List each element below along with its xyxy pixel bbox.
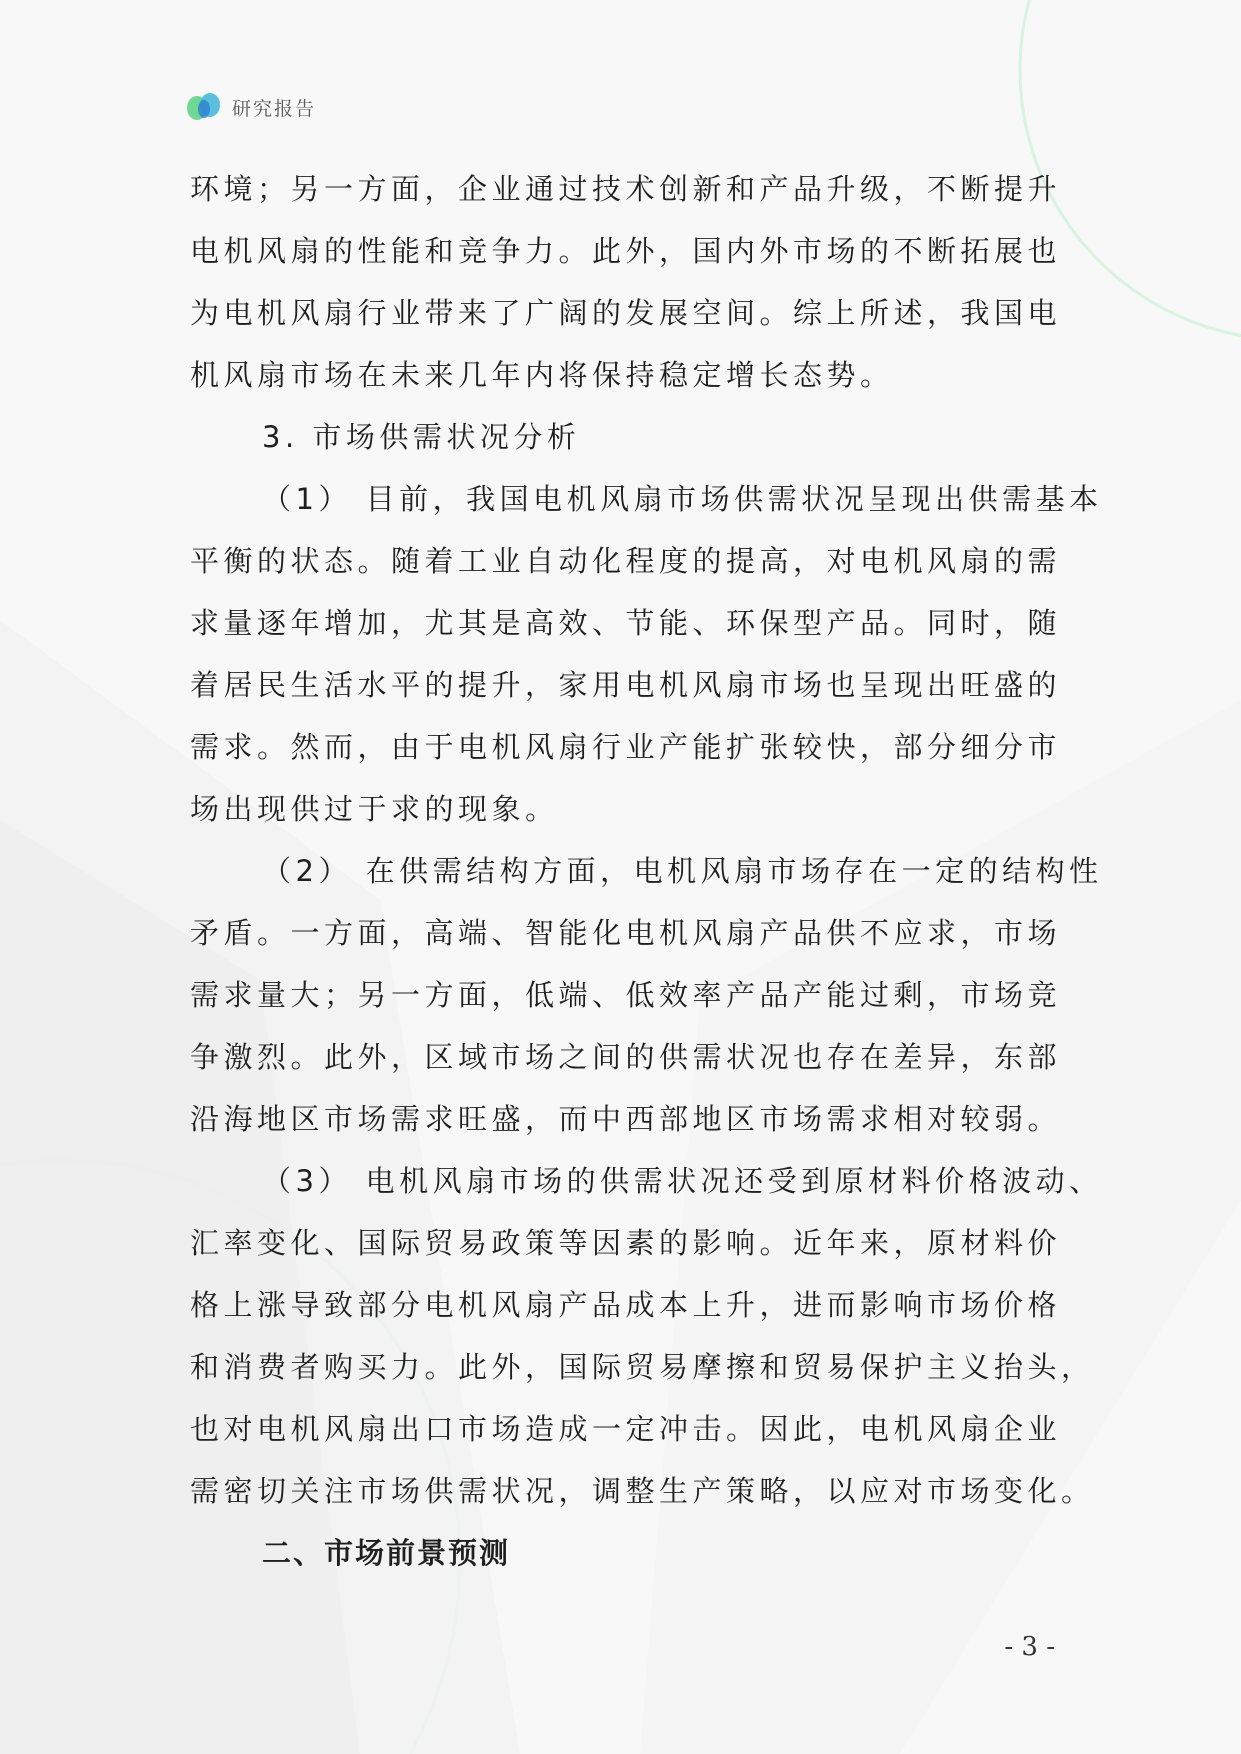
paragraph-line: 电机风扇的性能和竞争力。此外，国内外市场的不断拓展也: [190, 234, 1062, 268]
paragraph-line: 着居民生活水平的提升，家用电机风扇市场也呈现出旺盛的: [190, 668, 1062, 702]
paragraph-line: 为电机风扇行业带来了广阔的发展空间。综上所述，我国电: [190, 296, 1062, 330]
subsection-heading: 3. 市场供需状况分析: [262, 420, 581, 454]
header-title: 研究报告: [232, 97, 317, 120]
paragraph-line: 机风扇市场在未来几年内将保持稳定增长态势。: [190, 358, 894, 392]
paragraph-line: 求量逐年增加，尤其是高效、节能、环保型产品。同时，随: [190, 606, 1062, 640]
paragraph-line: 需求。然而，由于电机风扇行业产能扩张较快，部分细分市: [190, 730, 1062, 764]
paragraph-line: 和消费者购买力。此外，国际贸易摩擦和贸易保护主义抬头，: [190, 1350, 1095, 1384]
paragraph-line: 汇率变化、国际贸易政策等因素的影响。近年来，原材料价: [190, 1226, 1062, 1260]
paragraph-line: 需密切关注市场供需状况，调整生产策略，以应对市场变化。: [190, 1474, 1095, 1508]
report-header: [186, 90, 316, 124]
paragraph-line: 争激烈。此外，区域市场之间的供需状况也存在差异，东部: [190, 1040, 1062, 1074]
paragraph-line: 环境；另一方面，企业通过技术创新和产品升级，不断提升: [190, 172, 1062, 206]
paragraph-line: 沿海地区市场需求旺盛，而中西部地区市场需求相对较弱。: [190, 1102, 1062, 1136]
body-text: [190, 158, 1103, 1584]
paragraph-line: （1） 目前，我国电机风扇市场供需状况呈现出供需基本: [262, 482, 1103, 516]
paragraph-line: 需求量大；另一方面，低端、低效率产品产能过剩，市场竞: [190, 978, 1062, 1012]
paragraph-line: 平衡的状态。随着工业自动化程度的提高，对电机风扇的需: [190, 544, 1062, 578]
paragraph-line: （2） 在供需结构方面，电机风扇市场存在一定的结构性: [262, 854, 1103, 888]
paragraph-line: （3） 电机风扇市场的供需状况还受到原材料价格波动、: [262, 1164, 1103, 1198]
paragraph-line: 场出现供过于求的现象。: [190, 792, 559, 826]
page-number-text: - 3 -: [1004, 1632, 1055, 1662]
paragraph-line: 格上涨导致部分电机风扇产品成本上升，进而影响市场价格: [190, 1288, 1062, 1322]
paragraph-line: 也对电机风扇出口市场造成一定冲击。因此，电机风扇企业: [190, 1412, 1062, 1446]
section-heading: 二、市场前景预测: [262, 1536, 511, 1570]
brand-logo-icon: [186, 91, 222, 123]
paragraph-line: 矛盾。一方面，高端、智能化电机风扇产品供不应求，市场: [190, 916, 1062, 950]
